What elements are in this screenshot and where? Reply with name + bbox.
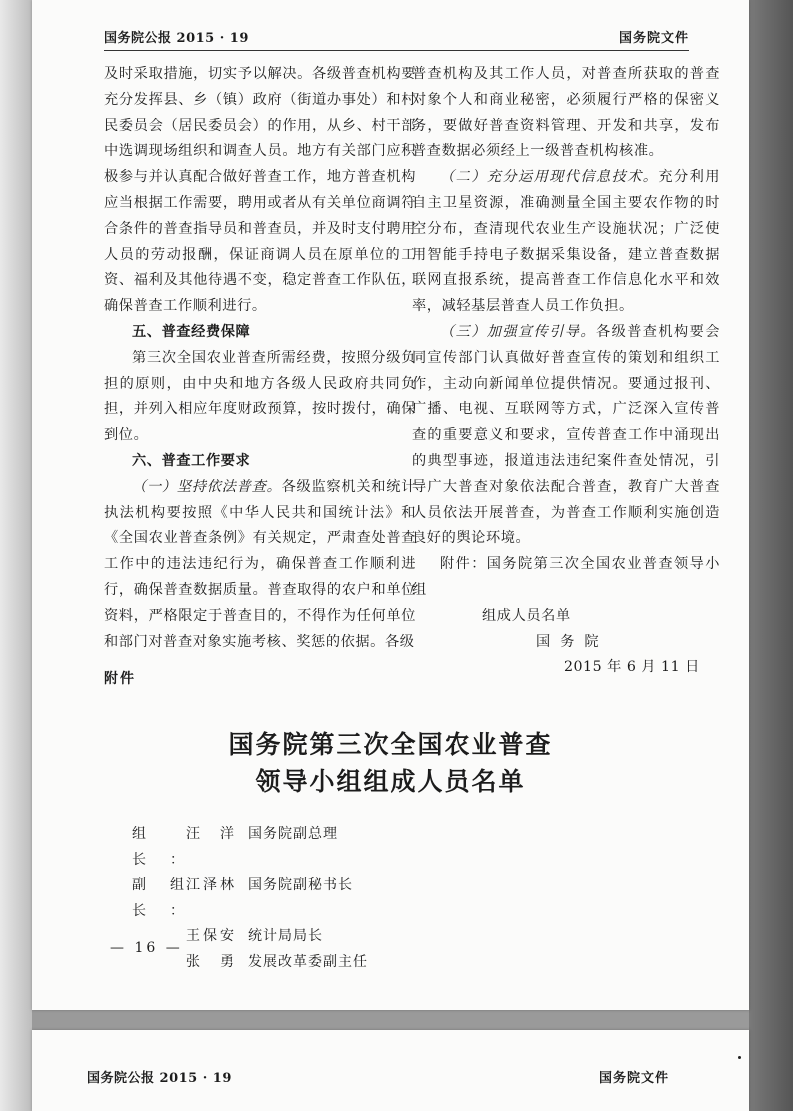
member-name: 汪 洋 bbox=[186, 826, 237, 842]
member-title: 统计局局长 bbox=[248, 928, 323, 944]
scan-speck bbox=[738, 1056, 741, 1059]
member-name: 王保安 bbox=[186, 928, 237, 944]
body-paragraph bbox=[412, 62, 720, 165]
paragraph-text: 各级监察机关和统计执法机构要按照《中华人民共和国统计法》和《全国农业普查条例》有关规定，严肃查处普查工作中的违法违纪行为，确保普查工作顺利进行，确保普查数据质量。普查取得的农户和单位资料，严格限定于普查目的，不得作为任何单位和部门对普查对象实施考核、奖惩的依据。各级 bbox=[104, 478, 416, 650]
subsection-lead: （一）坚持依法普查。 bbox=[132, 478, 282, 495]
paragraph-text: 普查机构及其工作人员，对普查所获取的普查对象个人和商业秘密，必须履行严格的保密义务，要做好普查资料管理、开发和共享，发布普查数据必须经上一级普查机构核准。 bbox=[412, 66, 720, 160]
subsection-lead: （三）加强宣传引导。 bbox=[440, 323, 596, 340]
page-number: — 16 — bbox=[110, 940, 183, 956]
publication-issue: 国务院公报 2015 · 19 bbox=[104, 31, 249, 46]
signature-org: 国务院 bbox=[536, 633, 609, 650]
member-row bbox=[132, 873, 368, 924]
member-role: 副组长： bbox=[132, 877, 184, 919]
body-paragraph bbox=[412, 320, 720, 552]
running-header bbox=[87, 1068, 669, 1090]
body-paragraph bbox=[412, 165, 720, 320]
signature-date: 2015 年 6 月 11 日 bbox=[564, 659, 700, 676]
member-title: 国务院副总理 bbox=[248, 826, 338, 842]
paragraph-text: 各级普查机构要会同宣传部门认真做好普查宣传的策划和组织工作，主动向新闻单位提供情况。要通过报刊、广播、电视、互联网等方式，广泛深入宣传普查的重要意义和要求，宣传普查工作中涌现出的典型事迹，报道违法违纪案件查处情况，引导广大普查对象依法配合普查，教育广大普查人员依法开展普查，为普查工作顺利实施创造良好的舆论环境。 bbox=[412, 323, 720, 547]
scan-left-margin bbox=[0, 0, 32, 1111]
attachment-note-cont: 组成人员名单 bbox=[482, 607, 571, 624]
appendix-label: 附件 bbox=[104, 671, 136, 687]
document-page bbox=[32, 0, 749, 1010]
appendix-title-line2: 领导小组组成人员名单 bbox=[255, 767, 526, 796]
appendix-title-line1: 国务院第三次全国农业普查 bbox=[228, 730, 553, 759]
paragraph-text: 充分利用自主卫星资源，准确测量全国主要农作物的时空分布，查清现代农业生产设施状况；广泛使用智能手持电子数据采集设备，建立普查数据联网直报系统，提高普查工作信息化水平和效率，减轻基层普查人员工作负担。 bbox=[412, 169, 720, 315]
body-paragraph bbox=[104, 475, 416, 656]
subsection-lead: （二）充分运用现代信息技术。 bbox=[440, 169, 659, 186]
section-name: 国务院文件 bbox=[598, 1071, 669, 1086]
paragraph-text: 及时采取措施，切实予以解决。各级普查机构要充分发挥县、乡（镇）政府（街道办事处）和村民委员会（居民委员会）的作用，从乡、村干部中选调现场组织和调查人员。地方有关部门应积极参与并认真配合做好普查工作，地方普查机构应当根据工作需要，聘用或者从有关单位商调符合条件的普查指导员和普查员，并及时支付聘用人员的劳动报酬，保证商调人员在原单位的工资、福利及其他待遇不变，稳定普查工作队伍，确保普查工作顺利进行。 bbox=[104, 66, 416, 315]
body-paragraph bbox=[104, 62, 416, 320]
paragraph-text: 第三次全国农业普查所需经费，按照分级负担的原则，由中央和地方各级人民政府共同负担，并列入相应年度财政预算，按时拨付，确保到位。 bbox=[104, 349, 416, 444]
right-column bbox=[412, 62, 720, 681]
scan-right-margin bbox=[749, 0, 793, 1111]
section-name: 国务院文件 bbox=[618, 31, 689, 46]
member-title: 国务院副秘书长 bbox=[248, 877, 353, 893]
section-heading: 五、普查经费保障 bbox=[132, 323, 251, 340]
member-name: 江泽林 bbox=[186, 877, 237, 893]
body-paragraph bbox=[104, 346, 416, 449]
member-role: 组 长： bbox=[132, 826, 184, 868]
attachment-note: 附件：国务院第三次全国农业普查领导小组 bbox=[412, 556, 720, 598]
publication-issue: 国务院公报 2015 · 19 bbox=[87, 1071, 232, 1086]
member-name: 张 勇 bbox=[186, 953, 237, 970]
running-header bbox=[104, 28, 689, 51]
next-page bbox=[32, 1030, 749, 1111]
section-heading: 六、普查工作要求 bbox=[132, 452, 251, 469]
member-title: 发展改革委副主任 bbox=[248, 953, 368, 970]
member-row bbox=[132, 822, 368, 873]
left-column bbox=[104, 62, 416, 655]
